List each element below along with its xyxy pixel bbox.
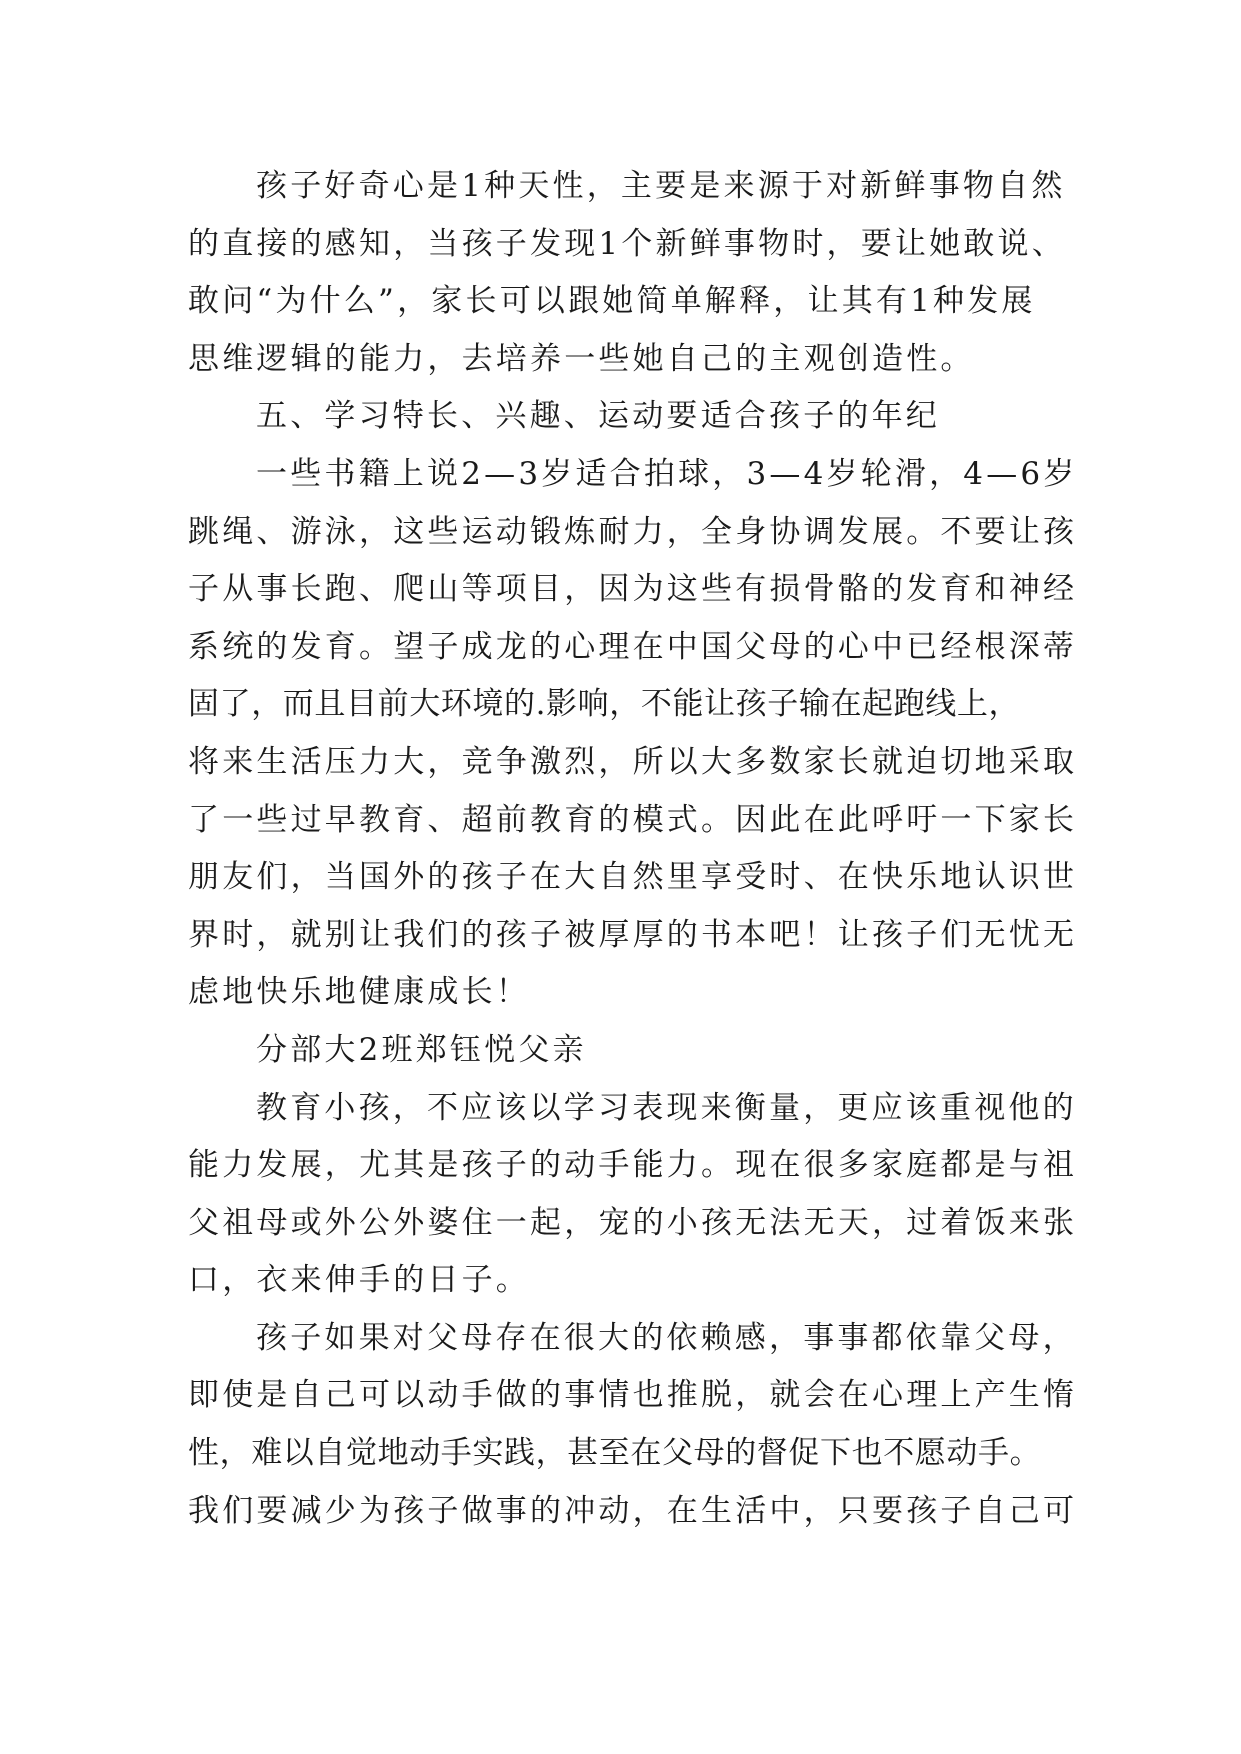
text-line: 虑地快乐地健康成长！ (188, 974, 530, 1011)
text-line: 跳绳、游泳，这些运动锻炼耐力，全身协调发展。不要让孩 (188, 513, 1078, 550)
section-heading: 五、学习特长、兴趣、运动要适合孩子的年纪 (256, 398, 940, 435)
text-line: 一些书籍上说2—3岁适合拍球，3—4岁轮滑，4—6岁 (256, 455, 1078, 492)
author-line: 分部大2班郑钰悦父亲 (256, 1031, 587, 1068)
text-line: 孩子如果对父母存在很大的依赖感，事事都依靠父母， (256, 1319, 1077, 1356)
text-line: 子从事长跑、爬山等项目，因为这些有损骨骼的发育和神经 (188, 571, 1078, 608)
text-line: 将来生活压力大，竞争激烈，所以大多数家长就迫切地采取 (188, 743, 1078, 780)
text-line: 敢问“为什么”，家长可以跟她简单解释，让其有1种发展 (188, 283, 1036, 320)
text-line: 孩子好奇心是1种天性，主要是来源于对新鲜事物自然 (256, 168, 1066, 204)
document-body (188, 158, 1078, 1540)
text-line: 的直接的感知，当孩子发现1个新鲜事物时，要让她敢说、 (188, 225, 1066, 262)
text-line: 即使是自己可以动手做的事情也推脱，就会在心理上产生惰 (188, 1377, 1078, 1414)
text-line: 固了，而且目前大环境的.影响，不能让孩子输在起跑线上， (188, 686, 1021, 723)
text-line: 口，衣来伸手的日子。 (188, 1262, 530, 1299)
text-line: 我们要减少为孩子做事的冲动，在生活中，只要孩子自己可 (188, 1492, 1078, 1529)
text-line: 界时，就别让我们的孩子被厚厚的书本吧！让孩子们无忧无 (188, 916, 1078, 953)
text-line: 朋友们，当国外的孩子在大自然里享受时、在快乐地认识世 (188, 859, 1078, 896)
text-line: 性，难以自觉地动手实践，甚至在父母的督促下也不愿动手。 (188, 1435, 1042, 1472)
text-line: 系统的发育。望子成龙的心理在中国父母的心中已经根深蒂 (188, 628, 1078, 665)
text-line: 教育小孩，不应该以学习表现来衡量，更应该重视他的 (256, 1089, 1077, 1126)
text-line: 了一些过早教育、超前教育的模式。因此在此呼吁一下家长 (188, 801, 1078, 838)
text-line: 思维逻辑的能力，去培养一些她自己的主观创造性。 (188, 340, 975, 377)
text-line: 能力发展，尤其是孩子的动手能力。现在很多家庭都是与祖 (188, 1147, 1078, 1184)
text-line: 父祖母或外公外婆住一起，宠的小孩无法无天，过着饭来张 (188, 1204, 1078, 1241)
